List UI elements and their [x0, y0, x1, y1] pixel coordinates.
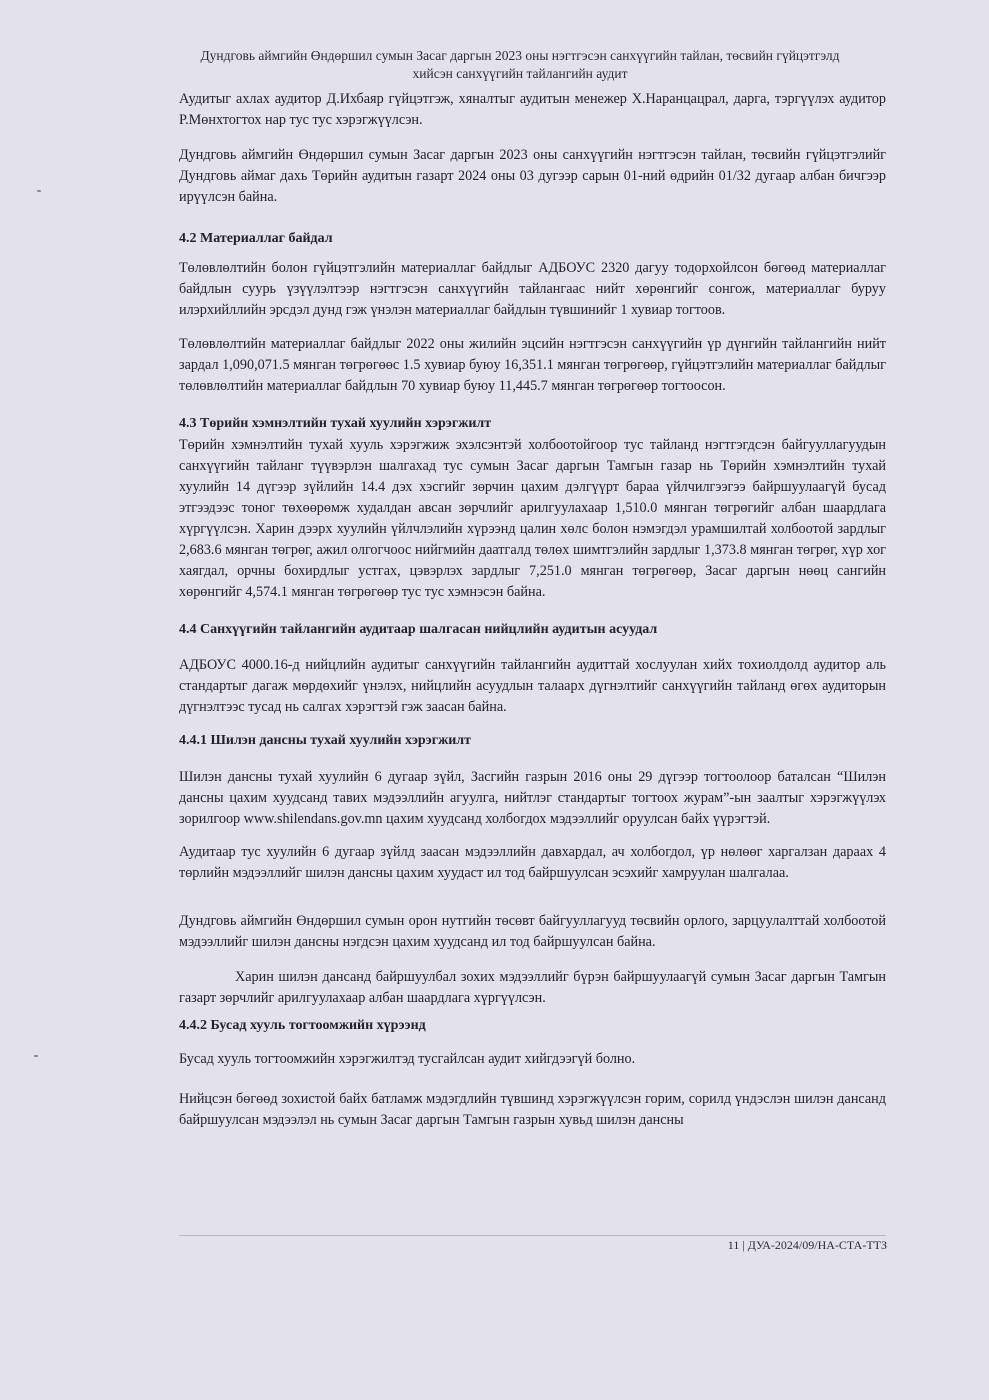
scan-speck — [37, 190, 41, 192]
document-body — [179, 89, 886, 1131]
section-heading: 4.4.2 Бусад хууль тогтоомжийн хүрээнд — [179, 1018, 426, 1033]
section-heading: 4.4.1 Шилэн дансны тухай хуулийн хэрэгжилт — [179, 733, 472, 748]
paragraph: Харин шилэн дансанд байршуулбал зохих мэдээллийг бүрэн байршуулаагүй сумын Засаг даргын Тамгын газарт зөрчлийг арилгуулахаар албан шаардлага хүргүүлсэн. — [179, 969, 886, 1006]
paragraph: Төлөвлөлтийн материаллаг байдлыг 2022 оны жилийн эцсийн нэгтгэсэн санхүүгийн үр дүнгийн тайлангийн нийт зардал 1,090,071.5 мянган төгрөгөөс 1.5 хувиар буюу 16,351.1 мянган төгрөгөөр, гүйцэтгэлийн материаллаг байдлыг төлөвлөлтийн материаллаг байдлын 70 хувиар буюу 11,445.7 мянган төгрөгөөр тогтоосон. — [179, 336, 886, 394]
section-heading: 4.3 Төрийн хэмнэлтийн тухай хуулийн хэрэгжилт — [179, 416, 492, 431]
section-heading: 4.2 Материаллаг байдал — [179, 231, 333, 246]
paragraph: Дундговь аймгийн Өндөршил сумын Засаг даргын 2023 оны санхүүгийн нэгтгэсэн тайлан, төсвийн гүйцэтгэлийг Дундговь аймаг дахь Төрийн аудитын газарт 2024 оны 03 дугээр сарын 01-ний өдрийн 01/32 дугаар албан бичгээр ирүүлсэн байна. — [179, 147, 886, 205]
section-heading: 4.4 Санхүүгийн тайлангийн аудитаар шалгасан нийцлийн аудитын асуудал — [179, 622, 658, 637]
paragraph: Аудитаар тус хуулийн 6 дугаар зүйлд заасан мэдээллийн давхардал, ач холбогдол, үр нөлөөг харгалзан дараах 4 төрлийн мэдээллийг шилэн дансны цахим хуудаст ил тод байршуулсан эсэхийг хамруулан шалгалаа. — [179, 844, 886, 881]
paragraph: Төлөвлөлтийн болон гүйцэтгэлийн материаллаг байдлыг АДБОУС 2320 дагуу тодорхойлсон бөгөөд материаллаг байдлын суурь үзүүлэлтээр нэгтгэсэн санхүүгийн тайлангаас нийт хөрөнгийг сонгож, материаллаг буруу илэрхийллийн эрсдэл дунд гэж үнэлэн материаллаг байдлын түвшинийг 1 хувиар тогтоов. — [179, 260, 886, 318]
page-footer: 11 | ДУА-2024/09/НА-СТА-ТТЗ — [727, 1238, 887, 1252]
page-header: Дундговь аймгийн Өндөршил сумын Засаг даргын 2023 оны нэгтгэсэн санхүүгийн тайлан, төсвийн гүйцэтгэлд хийсэн санхүүгийн тайлангийн аудит — [200, 48, 840, 81]
paragraph: Төрийн хэмнэлтийн тухай хууль хэрэгжиж эхэлсэнтэй холбоотойгоор тус тайланд нэгтгэгдсэн байгууллагуудын санхүүгийн тайланг түүвэрлэн шалгахад тус сумын Засаг даргын Тамгын газар нь Төрийн хэмнэлтийн тухай хуулийн 14 дүгээр зүйлийн 14.4 дэх хэсгийг зөрчин цахим дэлгүүрт бараа үйлчилгээгээ байршуулаагүй бусад этгээдээс тоног төхөөрөмж худалдан авсан зөрчлийг арилгуулахаар 1,510.0 мянган төгрөгийг албан шаардлага хүргүүлсэн. Харин дээрх хуулийн үйлчлэлийн хүрээнд цалин хөлс болон нэмэгдэл урамшилтай холбоотой зардлыг 2,683.6 мянган төгрөг, ажил олгогчоос нийгмийн даатгалд төлөх шимтгэлийн зардлыг 1,373.8 мянган төгрөг, хүр хог хаягдал, орчны бохирдлыг устгах, цэвэрлэх зардлыг 7,251.0 мянган төгрөгөөр, Засаг даргын нөөц сангийн хөрөнгийг 4,574.1 мянган төгрөгөөр тус тус хэмнэсэн байна. — [179, 437, 886, 600]
paragraph: Шилэн дансны тухай хуулийн 6 дугаар зүйл, Засгийн газрын 2016 оны 29 дүгээр тогтоолоор баталсан “Шилэн дансны цахим хуудсанд тавих мэдээллийн агуулга, нийтлэг стандартыг тогтоох журам”-ын заалтыг хэрэгжүүлэх зорилгоор www.shilendans.gov.mn цахим хуудсанд холбогдох мэдээллийг оруулсан байх үүрэгтэй. — [179, 769, 886, 827]
paragraph: Аудитыг ахлах аудитор Д.Ихбаяр гүйцэтгэж, хяналтыг аудитын менежер Х.Наранцацрал, дарга, тэргүүлэх аудитор Р.Мөнхтогтох нар тус тус хэрэгжүүлсэн. — [179, 91, 886, 128]
paragraph: Бусад хууль тогтоомжийн хэрэгжилтэд тусгайлсан аудит хийгдээгүй болно. — [179, 1051, 636, 1067]
paragraph: Дундговь аймгийн Өндөршил сумын орон нутгийн төсөвт байгууллагууд төсвийн орлого, зарцуулалттай холбоотой мэдээллийг шилэн дансны нэгдсэн цахим хуудсанд ил тод байршуулсан байна. — [179, 913, 886, 950]
footer-divider — [179, 1235, 886, 1236]
scan-speck — [34, 1055, 38, 1057]
paragraph: Нийцсэн бөгөөд зохистой байх батламж мэдэгдлийн түвшинд хэрэгжүүлсэн горим, сорилд үндэслэн шилэн дансанд байршуулсан мэдээлэл нь сумын Засаг даргын Тамгын газрын хувьд шилэн дансны — [179, 1091, 886, 1128]
paragraph: АДБОУС 4000.16-д нийцлийн аудитыг санхүүгийн тайлангийн аудиттай хослуулан хийх тохиолдолд аудитор аль стандартыг дагаж мөрдөхийг үнэлэх, нийцлийн асуудлын талаарх дүгнэлтийг санхүүгийн тайланд өгөх аудиторын дүгнэлтээс тусад нь салгах хэрэгтэй гэж заасан байна. — [179, 657, 886, 715]
